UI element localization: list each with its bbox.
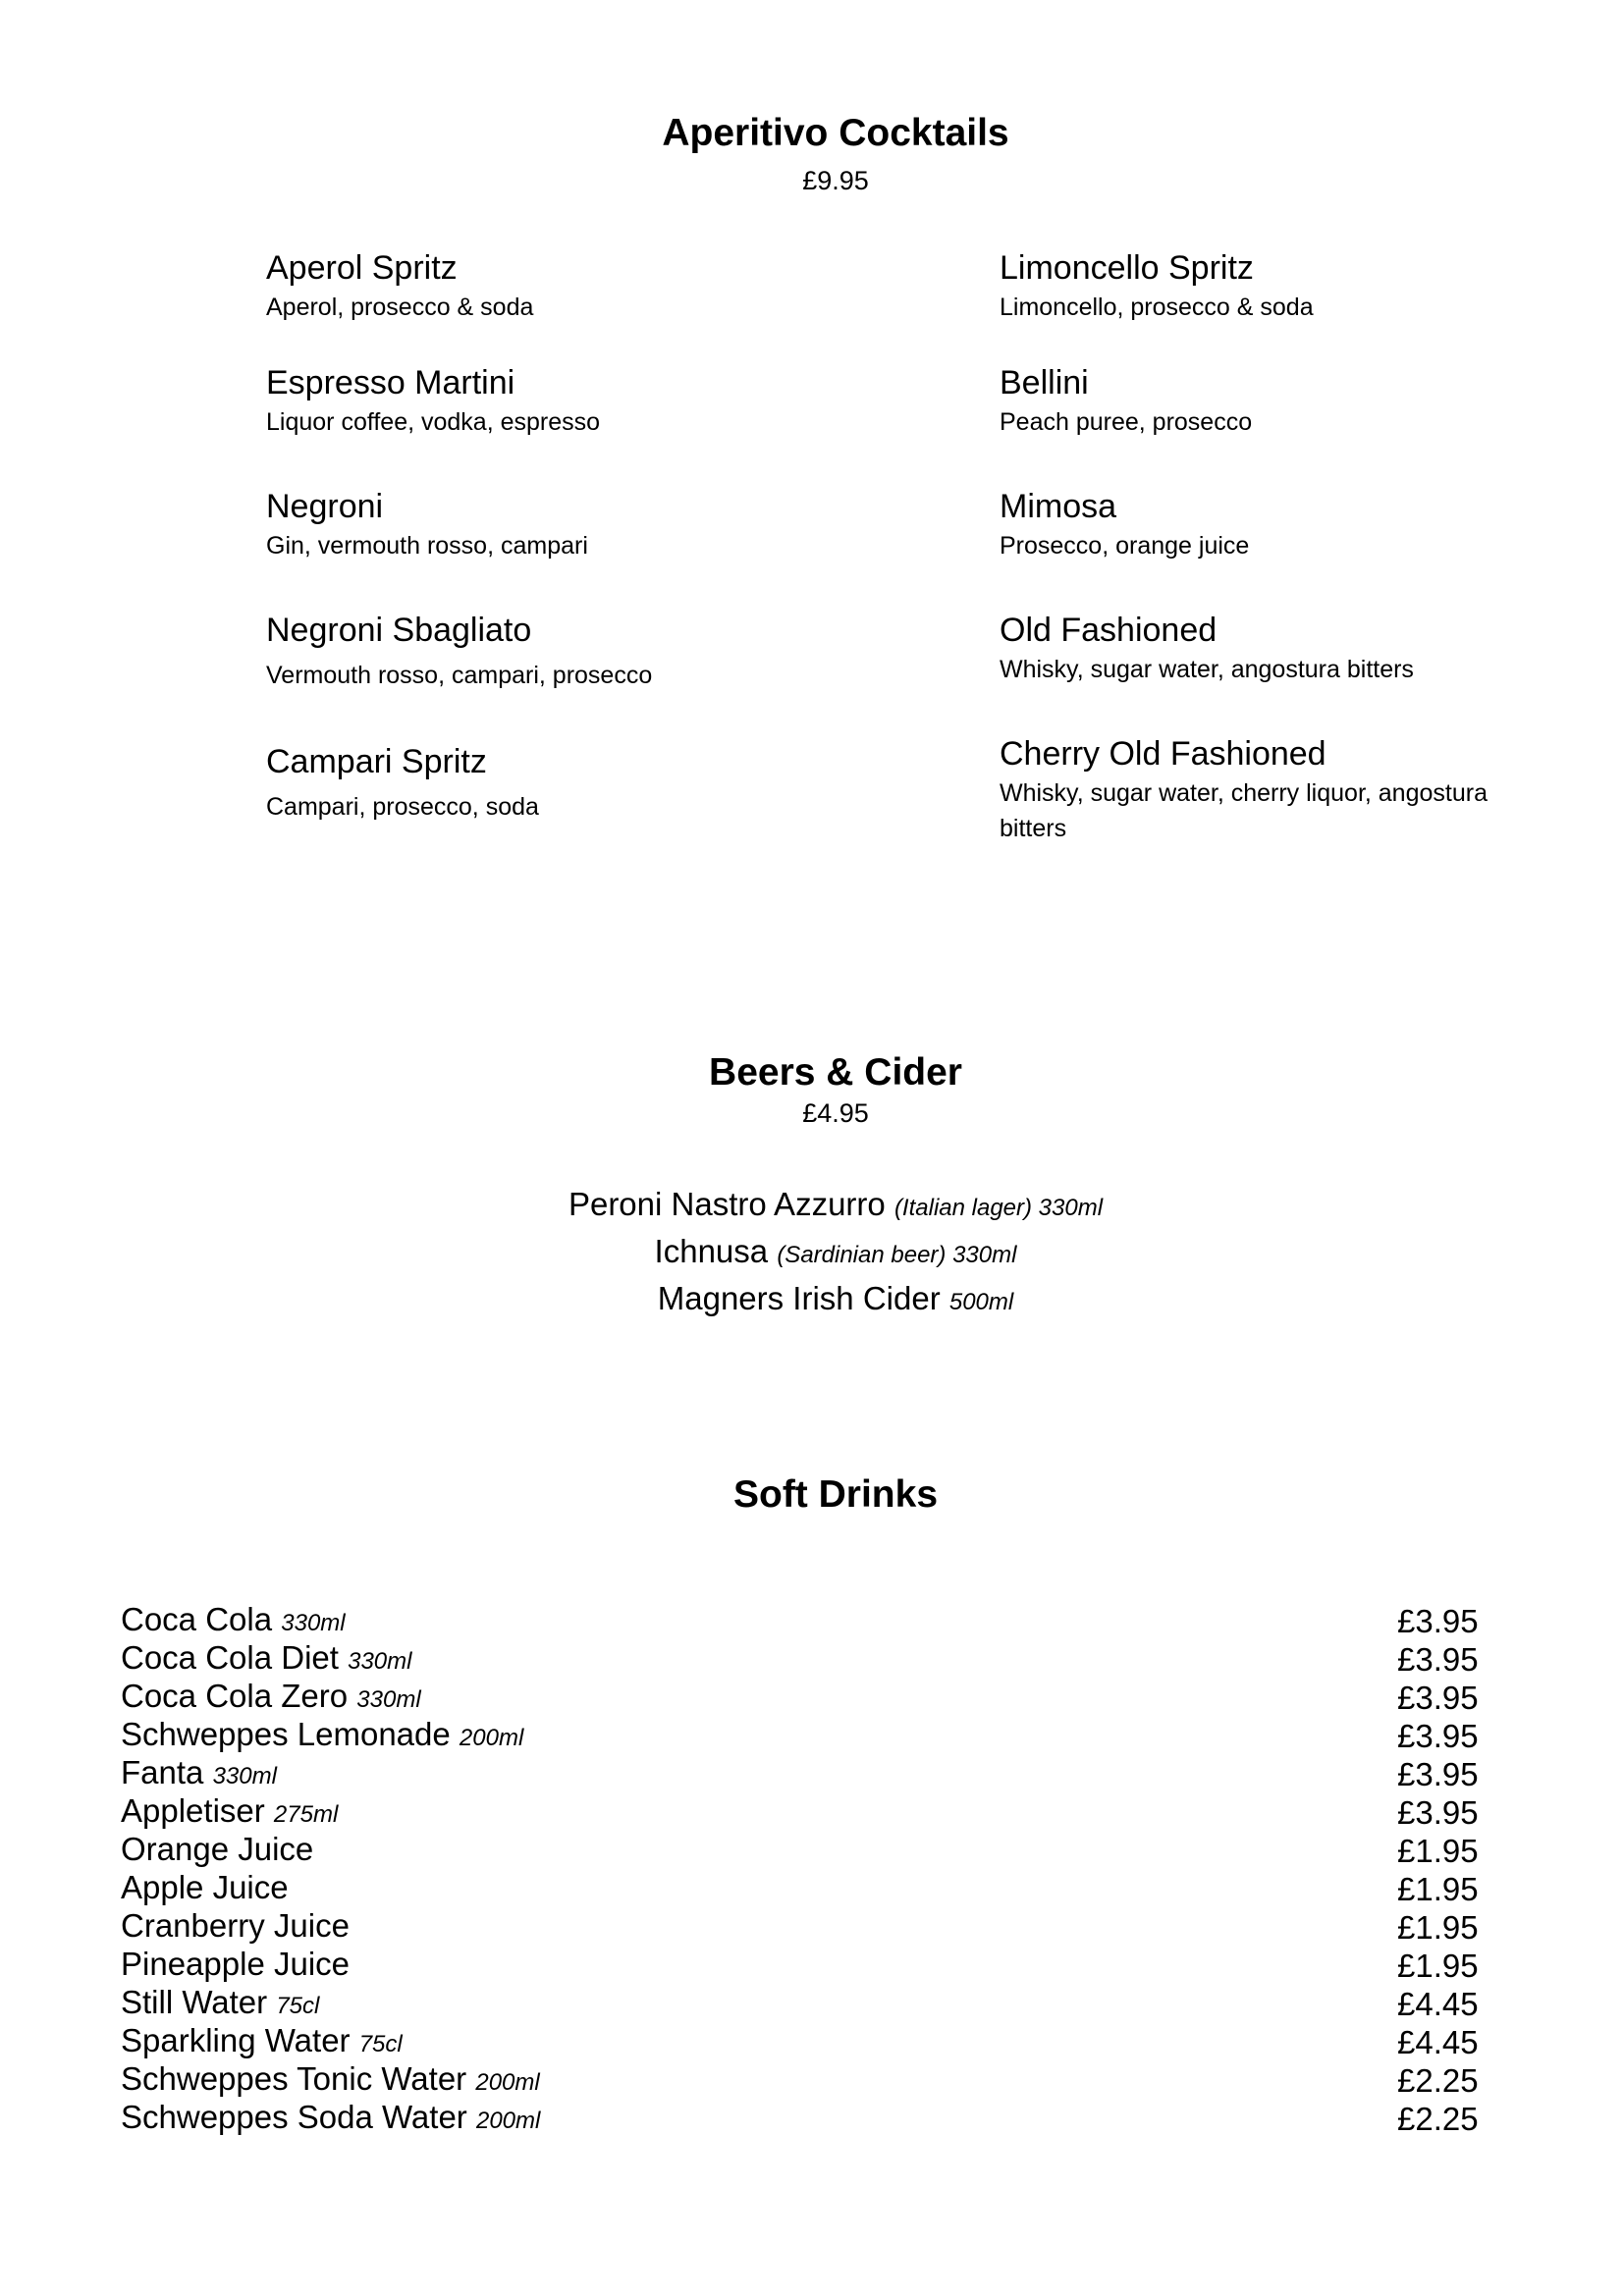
beer-name: Ichnusa bbox=[654, 1233, 769, 1269]
drink-size: 75cl bbox=[358, 2031, 403, 2057]
soft-drinks-title: Soft Drinks bbox=[732, 1473, 939, 1516]
drink-name: Orange Juice bbox=[121, 1831, 314, 1867]
drink-price: £1.95 bbox=[1397, 1909, 1479, 1946]
beer-note: (Italian lager) 330ml bbox=[893, 1195, 1104, 1221]
drink-size: 330ml bbox=[348, 1648, 412, 1675]
drink-price: £3.95 bbox=[1397, 1680, 1479, 1716]
cocktail-description: Whisky, sugar water, cherry liquor, angostura bitters bbox=[1000, 779, 1488, 842]
beer-item bbox=[0, 1230, 1624, 1277]
beer-item bbox=[0, 1183, 1624, 1230]
cocktail-name: Negroni bbox=[266, 488, 384, 525]
drink-name: Appletiser bbox=[121, 1792, 265, 1829]
cocktail-description: Limoncello, prosecco & soda bbox=[1000, 294, 1314, 321]
soft-drink-row bbox=[121, 1679, 1495, 1717]
drink-name: Still Water bbox=[121, 1984, 268, 2020]
drink-size: 275ml bbox=[273, 1801, 339, 1828]
cocktail-item bbox=[266, 363, 777, 440]
soft-drink-row bbox=[121, 1985, 1495, 2023]
drink-name: Pineapple Juice bbox=[121, 1946, 350, 1982]
cocktail-name: Mimosa bbox=[1000, 488, 1117, 525]
cocktail-name: Aperol Spritz bbox=[266, 249, 458, 287]
cocktail-name: Limoncello Spritz bbox=[1000, 249, 1254, 287]
cocktail-item bbox=[266, 611, 777, 693]
drink-name: Coca Cola bbox=[121, 1601, 273, 1637]
drink-price: £3.95 bbox=[1397, 1641, 1479, 1678]
cocktail-description: Gin, vermouth rosso, campari bbox=[266, 532, 588, 560]
drink-name: Schweppes Soda Water bbox=[121, 2099, 467, 2135]
drink-price: £1.95 bbox=[1397, 1948, 1479, 1984]
cocktail-item bbox=[266, 742, 777, 825]
cocktail-item bbox=[1000, 734, 1510, 846]
soft-drink-row bbox=[121, 1602, 1495, 1640]
beers-title: Beers & Cider bbox=[709, 1051, 962, 1094]
drink-name: Schweppes Lemonade bbox=[121, 1716, 451, 1752]
soft-drink-row bbox=[121, 1870, 1495, 1908]
drink-price: £1.95 bbox=[1397, 1871, 1479, 1907]
drink-size: 330ml bbox=[356, 1686, 421, 1713]
soft-drink-row bbox=[121, 1947, 1495, 1985]
drink-size: 200ml bbox=[475, 2108, 541, 2134]
soft-drink-row bbox=[121, 1717, 1495, 1755]
soft-drink-row bbox=[121, 2023, 1495, 2061]
beer-list bbox=[0, 1183, 1624, 1324]
drink-name: Sparkling Water bbox=[121, 2022, 351, 2058]
drink-price: £4.45 bbox=[1397, 2024, 1479, 2060]
drink-price: £1.95 bbox=[1397, 1833, 1479, 1869]
cocktail-item bbox=[266, 487, 777, 563]
cocktail-item bbox=[1000, 487, 1510, 563]
cocktail-description: Peach puree, prosecco bbox=[1000, 408, 1253, 436]
soft-drink-row bbox=[121, 1793, 1495, 1832]
beer-item bbox=[0, 1277, 1624, 1324]
drink-size: 200ml bbox=[475, 2069, 540, 2096]
soft-drink-row bbox=[121, 2061, 1495, 2100]
soft-drink-row bbox=[121, 2100, 1495, 2138]
drink-size: 200ml bbox=[459, 1725, 524, 1751]
cocktail-item bbox=[266, 248, 777, 325]
cocktail-item bbox=[1000, 248, 1510, 325]
cocktail-name: Old Fashioned bbox=[1000, 612, 1218, 649]
soft-drink-row bbox=[121, 1640, 1495, 1679]
cocktail-name: Cherry Old Fashioned bbox=[1000, 735, 1326, 773]
soft-drink-row bbox=[121, 1832, 1495, 1870]
drink-name: Coca Cola Zero bbox=[121, 1678, 349, 1714]
drink-price: £3.95 bbox=[1397, 1794, 1479, 1831]
cocktail-name: Espresso Martini bbox=[266, 364, 515, 401]
cocktail-description: Aperol, prosecco & soda bbox=[266, 294, 534, 321]
drink-name: Schweppes Tonic Water bbox=[121, 2060, 467, 2097]
drink-price: £3.95 bbox=[1397, 1718, 1479, 1754]
drink-price: £3.95 bbox=[1397, 1603, 1479, 1639]
drink-name: Cranberry Juice bbox=[121, 1907, 350, 1944]
cocktail-description: Prosecco, orange juice bbox=[1000, 532, 1250, 560]
beer-note: (Sardinian beer) 330ml bbox=[777, 1242, 1017, 1268]
cocktail-description: Liquor coffee, vodka, espresso bbox=[266, 408, 601, 436]
drink-price: £4.45 bbox=[1397, 1986, 1479, 2022]
cocktail-name: Bellini bbox=[1000, 364, 1089, 401]
cocktail-description: Whisky, sugar water, angostura bitters bbox=[1000, 656, 1414, 683]
cocktail-name: Negroni Sbagliato bbox=[266, 612, 532, 649]
beer-name: Peroni Nastro Azzurro bbox=[568, 1186, 886, 1222]
soft-drink-row bbox=[121, 1755, 1495, 1793]
cocktails-price: £9.95 bbox=[802, 166, 869, 195]
drink-name: Fanta bbox=[121, 1754, 204, 1790]
cocktail-description: Vermouth rosso, campari, prosecco bbox=[266, 662, 653, 689]
beer-note: 500ml bbox=[948, 1289, 1014, 1315]
drink-price: £2.25 bbox=[1397, 2101, 1479, 2137]
soft-drinks-list bbox=[121, 1602, 1495, 2138]
cocktail-item bbox=[1000, 611, 1510, 687]
beers-price: £4.95 bbox=[802, 1098, 869, 1128]
drink-name: Coca Cola Diet bbox=[121, 1639, 339, 1676]
cocktails-title: Aperitivo Cocktails bbox=[662, 112, 1009, 154]
cocktail-description: Campari, prosecco, soda bbox=[266, 793, 539, 821]
cocktail-item bbox=[1000, 363, 1510, 440]
drink-price: £3.95 bbox=[1397, 1756, 1479, 1792]
drink-price: £2.25 bbox=[1397, 2062, 1479, 2099]
drink-size: 330ml bbox=[212, 1763, 277, 1789]
drink-size: 330ml bbox=[281, 1610, 346, 1636]
cocktail-name: Campari Spritz bbox=[266, 743, 487, 780]
drink-size: 75cl bbox=[276, 1993, 320, 2019]
beer-name: Magners Irish Cider bbox=[657, 1280, 941, 1316]
drink-name: Apple Juice bbox=[121, 1869, 289, 1905]
soft-drink-row bbox=[121, 1908, 1495, 1947]
